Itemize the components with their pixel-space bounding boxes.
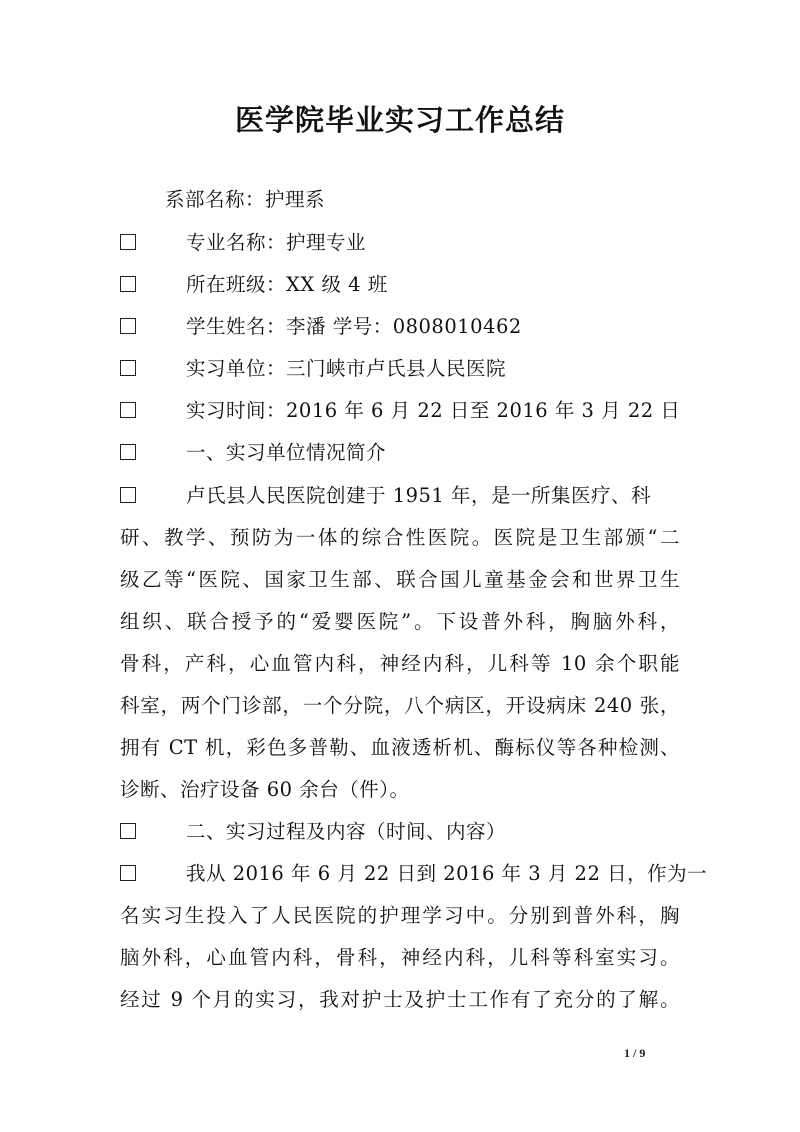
paragraph-line: 拥有 CT 机，彩色多普勒、血液透析机、酶标仪等各种检测、 xyxy=(120,736,680,759)
checkbox-icon xyxy=(120,444,136,460)
heading-text: 一、实习单位情况简介 xyxy=(186,441,387,464)
paragraph-line: 骨科，产科，心血管内科，神经内科，儿科等 10 余个职能 xyxy=(120,652,680,675)
field-period xyxy=(120,399,680,423)
section2-heading xyxy=(120,820,680,844)
checkbox-icon xyxy=(120,865,136,881)
paragraph-line: 级乙等“医院、国家卫生部、联合国儿童基金会和世界卫生 xyxy=(120,568,680,591)
section1-paragraph-first-line xyxy=(120,484,680,508)
field-text: 实习时间：2016 年 6 月 22 日至 2016 年 3 月 22 日 xyxy=(186,399,681,422)
paragraph-text: 卢氏县人民医院创建于 1951 年，是一所集医疗、科 xyxy=(186,484,652,507)
paragraph-line: 科室，两个门诊部，一个分院，八个病区，开设病床 240 张， xyxy=(120,694,680,717)
department-line: 系部名称：护理系 xyxy=(165,188,326,211)
checkbox-icon xyxy=(120,276,136,292)
paragraph-line: 脑外科，心血管内科，骨科，神经内科，儿科等科室实习。 xyxy=(120,946,680,969)
checkbox-icon xyxy=(120,402,136,418)
paragraph-text: 我从 2016 年 6 月 22 日到 2016 年 3 月 22 日，作为一 xyxy=(186,862,708,885)
checkbox-icon xyxy=(120,487,136,503)
heading-text: 二、实习过程及内容（时间、内容） xyxy=(186,820,507,843)
document-title: 医学院毕业实习工作总结 xyxy=(234,103,565,137)
field-text: 专业名称：护理专业 xyxy=(186,231,367,254)
checkbox-icon xyxy=(120,823,136,839)
field-student xyxy=(120,315,680,339)
paragraph-line: 名实习生投入了人民医院的护理学习中。分别到普外科，胸 xyxy=(120,904,680,927)
checkbox-icon xyxy=(120,360,136,376)
field-text: 学生姓名：李潘 学号：0808010462 xyxy=(186,315,522,338)
field-text: 实习单位：三门峡市卢氏县人民医院 xyxy=(186,357,507,380)
section2-paragraph-first-line xyxy=(120,862,708,886)
checkbox-icon xyxy=(120,318,136,334)
paragraph-line: 经过 9 个月的实习，我对护士及护士工作有了充分的了解。 xyxy=(120,988,680,1011)
field-unit xyxy=(120,357,680,381)
field-major xyxy=(120,231,680,255)
field-text: 所在班级：XX 级 4 班 xyxy=(186,273,388,296)
paragraph-line: 组织、联合授予的“爱婴医院”。下设普外科，胸脑外科， xyxy=(120,610,680,633)
field-class xyxy=(120,273,680,297)
checkbox-icon xyxy=(120,234,136,250)
paragraph-line: 研、教学、预防为一体的综合性医院。医院是卫生部颁“二 xyxy=(120,526,680,549)
section1-heading xyxy=(120,441,680,465)
page-number: 1 / 9 xyxy=(624,1046,646,1060)
paragraph-line: 诊断、治疗设备 60 余台（件）。 xyxy=(120,778,410,801)
